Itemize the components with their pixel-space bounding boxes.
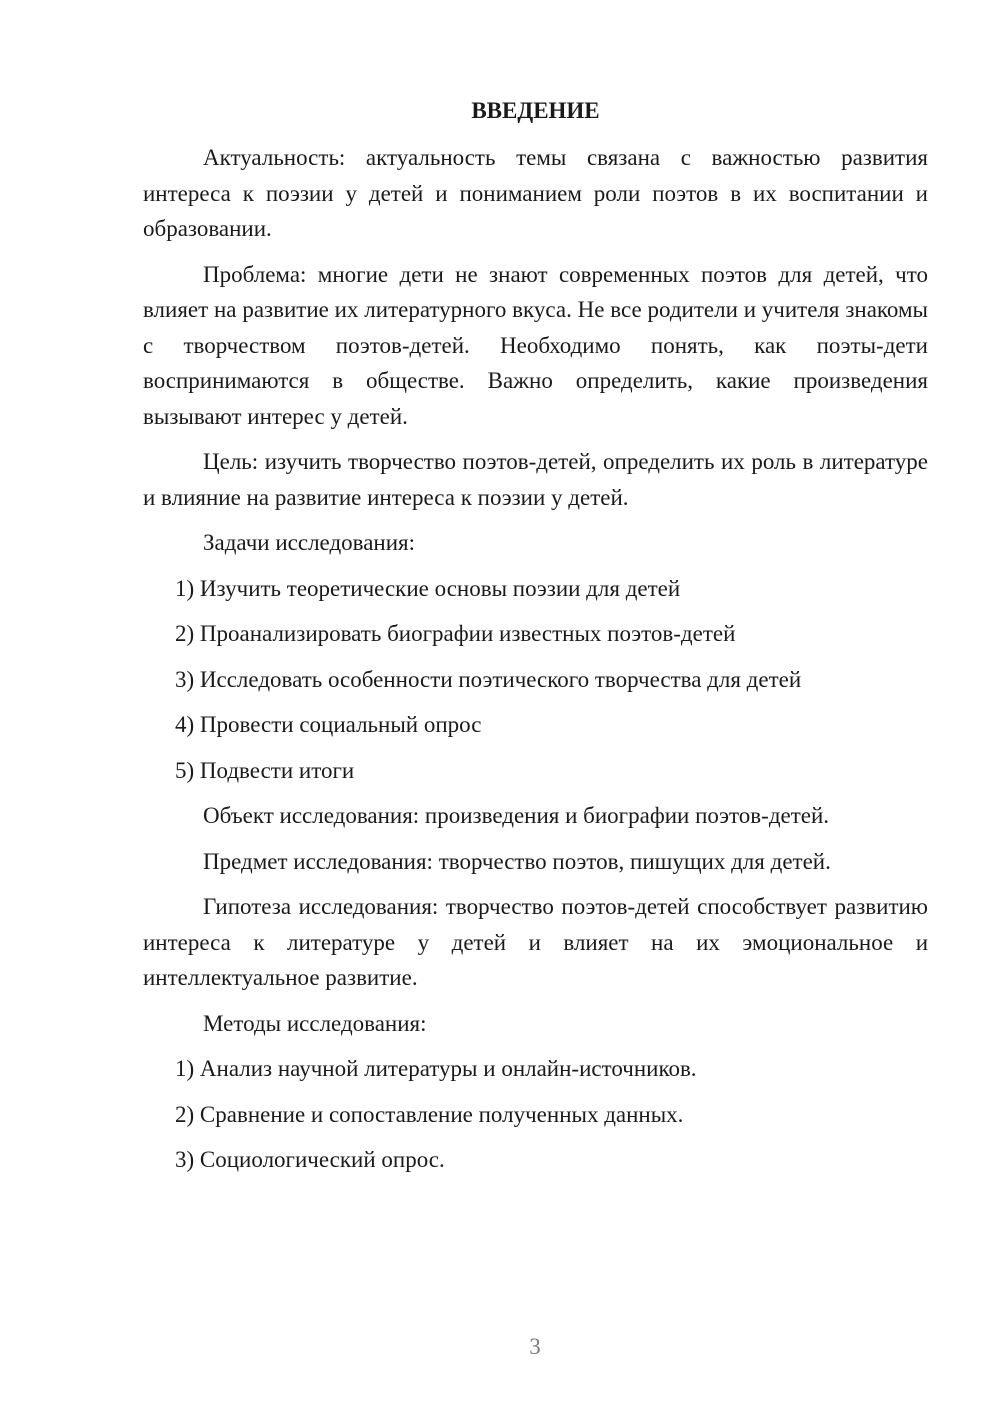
page-title: ВВЕДЕНИЕ: [471, 98, 600, 123]
goal-paragraph: Цель: изучить творчество поэтов-детей, определить их роль в литературе и влияние на развитие интереса к поэзии у детей.: [143, 449, 928, 510]
methods-list: [143, 1051, 928, 1178]
list-item: 4) Провести социальный опрос: [175, 712, 482, 737]
list-item: 5) Подвести итоги: [175, 757, 355, 783]
list-item: 1) Анализ научной литературы и онлайн-источников.: [175, 1056, 697, 1081]
list-item: 3) Социологический опрос.: [175, 1147, 445, 1172]
problem-paragraph: Проблема: многие дети не знают современных поэтов для детей, что влияет на развитие их литературного вкуса. Не все родители и учителя знакомы с творчеством поэтов-детей. Необходимо понять, как поэты-дети воспринимаются в обществе. Важно определить, какие произведения вызывают интерес у детей.: [143, 261, 928, 429]
hypothesis-paragraph: Гипотеза исследования: творчество поэтов-детей способствует развитию интереса к литературе у детей и влияет на их эмоциональное и интеллектуальное развитие.: [143, 894, 928, 990]
methods-title: Методы исследования:: [203, 1010, 427, 1036]
page-content: [143, 96, 928, 1188]
list-item: 3) Исследовать особенности поэтического творчества для детей: [175, 666, 802, 692]
object-paragraph: Объект исследования: произведения и биографии поэтов-детей.: [203, 803, 830, 828]
list-item: 1) Изучить теоретические основы поэзии для детей: [175, 575, 681, 601]
list-item: 2) Проанализировать биографии известных поэтов-детей: [175, 621, 736, 646]
relevance-paragraph: Актуальность: актуальность темы связана с важностью развития интереса к поэзии у детей и пониманием роли поэтов в их воспитании и образовании.: [143, 145, 928, 241]
page-number: 3: [529, 1334, 541, 1359]
tasks-list: [143, 571, 928, 789]
list-item: 2) Сравнение и сопоставление полученных данных.: [175, 1101, 684, 1127]
tasks-title: Задачи исследования:: [203, 530, 416, 555]
subject-paragraph: Предмет исследования: творчество поэтов, пишущих для детей.: [203, 848, 831, 874]
